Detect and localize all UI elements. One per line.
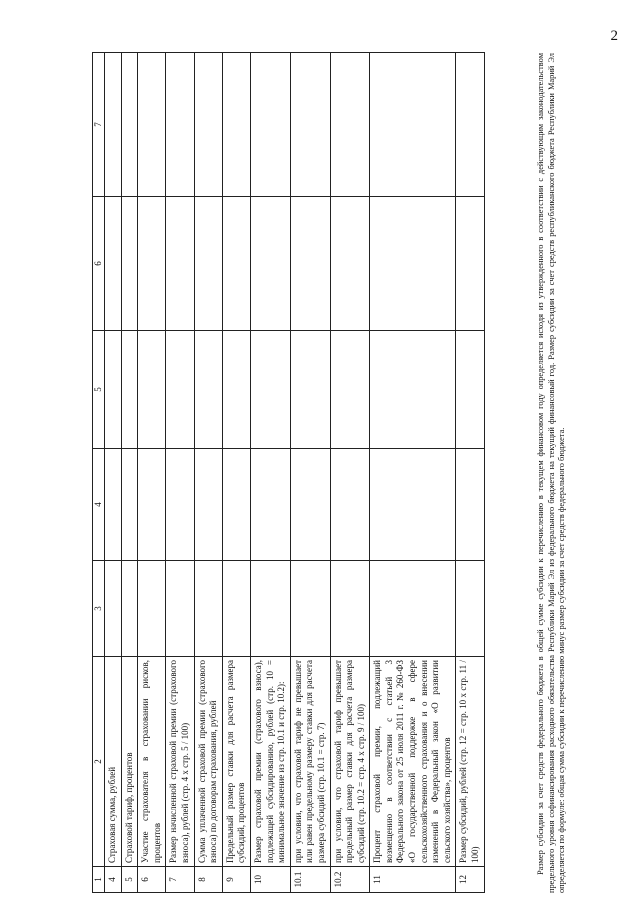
empty-cell (290, 53, 330, 197)
row-number: 9 (222, 867, 250, 893)
empty-cell (330, 449, 370, 561)
empty-cell (194, 331, 222, 449)
empty-cell (222, 331, 250, 449)
row-number: 11 (370, 867, 456, 893)
column-header: 5 (93, 331, 105, 449)
empty-cell (121, 331, 138, 449)
table-row (194, 53, 222, 893)
empty-cell (166, 449, 194, 561)
column-header: 1 (93, 867, 105, 893)
empty-cell (222, 53, 250, 197)
empty-cell (105, 53, 122, 197)
empty-cell (121, 197, 138, 331)
row-description: Размер страховой премии (страхового взноса), подлежащей субсидированию, рублей (стр. 10 = минимальное значение из стр. 10.1 и стр. 10.2): (250, 657, 290, 867)
column-header: 4 (93, 449, 105, 561)
column-header: 3 (93, 561, 105, 657)
empty-cell (330, 331, 370, 449)
subsidy-calculation-table (92, 52, 485, 893)
row-number: 10 (250, 867, 290, 893)
row-number: 6 (138, 867, 166, 893)
empty-cell (194, 449, 222, 561)
empty-cell (250, 561, 290, 657)
empty-cell (138, 53, 166, 197)
row-description: Страховая сумма, рублей (105, 657, 122, 867)
table-row (105, 53, 122, 893)
column-header: 7 (93, 53, 105, 197)
column-header: 6 (93, 197, 105, 331)
empty-cell (166, 561, 194, 657)
empty-cell (138, 561, 166, 657)
empty-cell (105, 449, 122, 561)
empty-cell (330, 561, 370, 657)
empty-cell (121, 561, 138, 657)
empty-cell (370, 197, 456, 331)
column-header: 2 (93, 657, 105, 867)
empty-cell (456, 53, 484, 197)
empty-cell (194, 561, 222, 657)
row-description: Сумма уплаченной страховой премии (страхового взноса) по договорам страхования, рублей (194, 657, 222, 867)
empty-cell (222, 197, 250, 331)
empty-cell (138, 449, 166, 561)
empty-cell (222, 449, 250, 561)
table-row (456, 53, 484, 893)
rotated-content (92, 53, 622, 893)
empty-cell (370, 561, 456, 657)
row-number: 7 (166, 867, 194, 893)
empty-cell (370, 53, 456, 197)
empty-cell (330, 197, 370, 331)
empty-cell (194, 53, 222, 197)
empty-cell (194, 197, 222, 331)
empty-cell (250, 331, 290, 449)
table-header-row (93, 53, 105, 893)
empty-cell (370, 449, 456, 561)
row-number: 4 (105, 867, 122, 893)
empty-cell (250, 197, 290, 331)
empty-cell (290, 449, 330, 561)
empty-cell (105, 197, 122, 331)
row-number: 10.2 (330, 867, 370, 893)
empty-cell (105, 561, 122, 657)
row-number: 8 (194, 867, 222, 893)
table-row (138, 53, 166, 893)
empty-cell (290, 197, 330, 331)
empty-cell (330, 53, 370, 197)
row-description: при условии, что страховой тариф не превышает или равен предельному размеру ставки для расчета размера субсидий (стр. 10.1 = стр. 7) (290, 657, 330, 867)
empty-cell (250, 449, 290, 561)
empty-cell (121, 449, 138, 561)
table-row (222, 53, 250, 893)
empty-cell (290, 331, 330, 449)
row-description: Размер начисленной страховой премии (страхового взноса), рублей (стр. 4 х стр. 5 / 100) (166, 657, 194, 867)
empty-cell (121, 53, 138, 197)
empty-cell (166, 331, 194, 449)
row-number: 12 (456, 867, 484, 893)
empty-cell (105, 331, 122, 449)
row-description: Участие страхователя в страховании рисков, процентов (138, 657, 166, 867)
table-row (250, 53, 290, 893)
empty-cell (456, 197, 484, 331)
table-row (166, 53, 194, 893)
row-number: 5 (121, 867, 138, 893)
empty-cell (456, 331, 484, 449)
empty-cell (138, 331, 166, 449)
page-number: 2 (610, 28, 618, 44)
empty-cell (456, 449, 484, 561)
row-description: Предельный размер ставки для расчета размера субсидий, процентов (222, 657, 250, 867)
row-description: при условии, что страховой тариф превышает предельный размер ставки для расчета размера субсидий (стр. 10.2 = стр. 4 х стр. 9 / 100) (330, 657, 370, 867)
empty-cell (138, 197, 166, 331)
table-row (370, 53, 456, 893)
row-description: Процент страховой премии, подлежащий возмещению в соответствии с статьей 3 Федерального закона от 25 июля 2011 г. № 260-ФЗ «О государственной поддержке в сфере сельскохозяйственного страхования и о внесении изменений в Федеральный закон «О развитии сельского хозяйства», процентов (370, 657, 456, 867)
empty-cell (290, 561, 330, 657)
row-description: Размер субсидий, рублей (стр. 12 = стр. 10 х стр. 11 / 100) (456, 657, 484, 867)
table-row (290, 53, 330, 893)
empty-cell (456, 561, 484, 657)
table-row (121, 53, 138, 893)
row-number: 10.1 (290, 867, 330, 893)
row-description: Страховой тариф, процентов (121, 657, 138, 867)
footnote: Размер субсидии за счет средств федерального бюджета в общей сумме субсидии к перечислению в текущем финансовом году определяется исходя из утвержденного в соответствии с действующим законодательством предельного уровня софинансирования расходного обязательства Республики Марий Эл из федерального бюджета на текущий финансовый год. Размер субсидии за счет средств республиканского бюджета Республики Марий Эл определяется по формуле: общая сумма субсидии к перечислению минус размер субсидии за счет средств федерального бюджета. (536, 53, 567, 893)
empty-cell (250, 53, 290, 197)
empty-cell (222, 561, 250, 657)
table-row (330, 53, 370, 893)
empty-cell (166, 197, 194, 331)
empty-cell (166, 53, 194, 197)
empty-cell (370, 331, 456, 449)
